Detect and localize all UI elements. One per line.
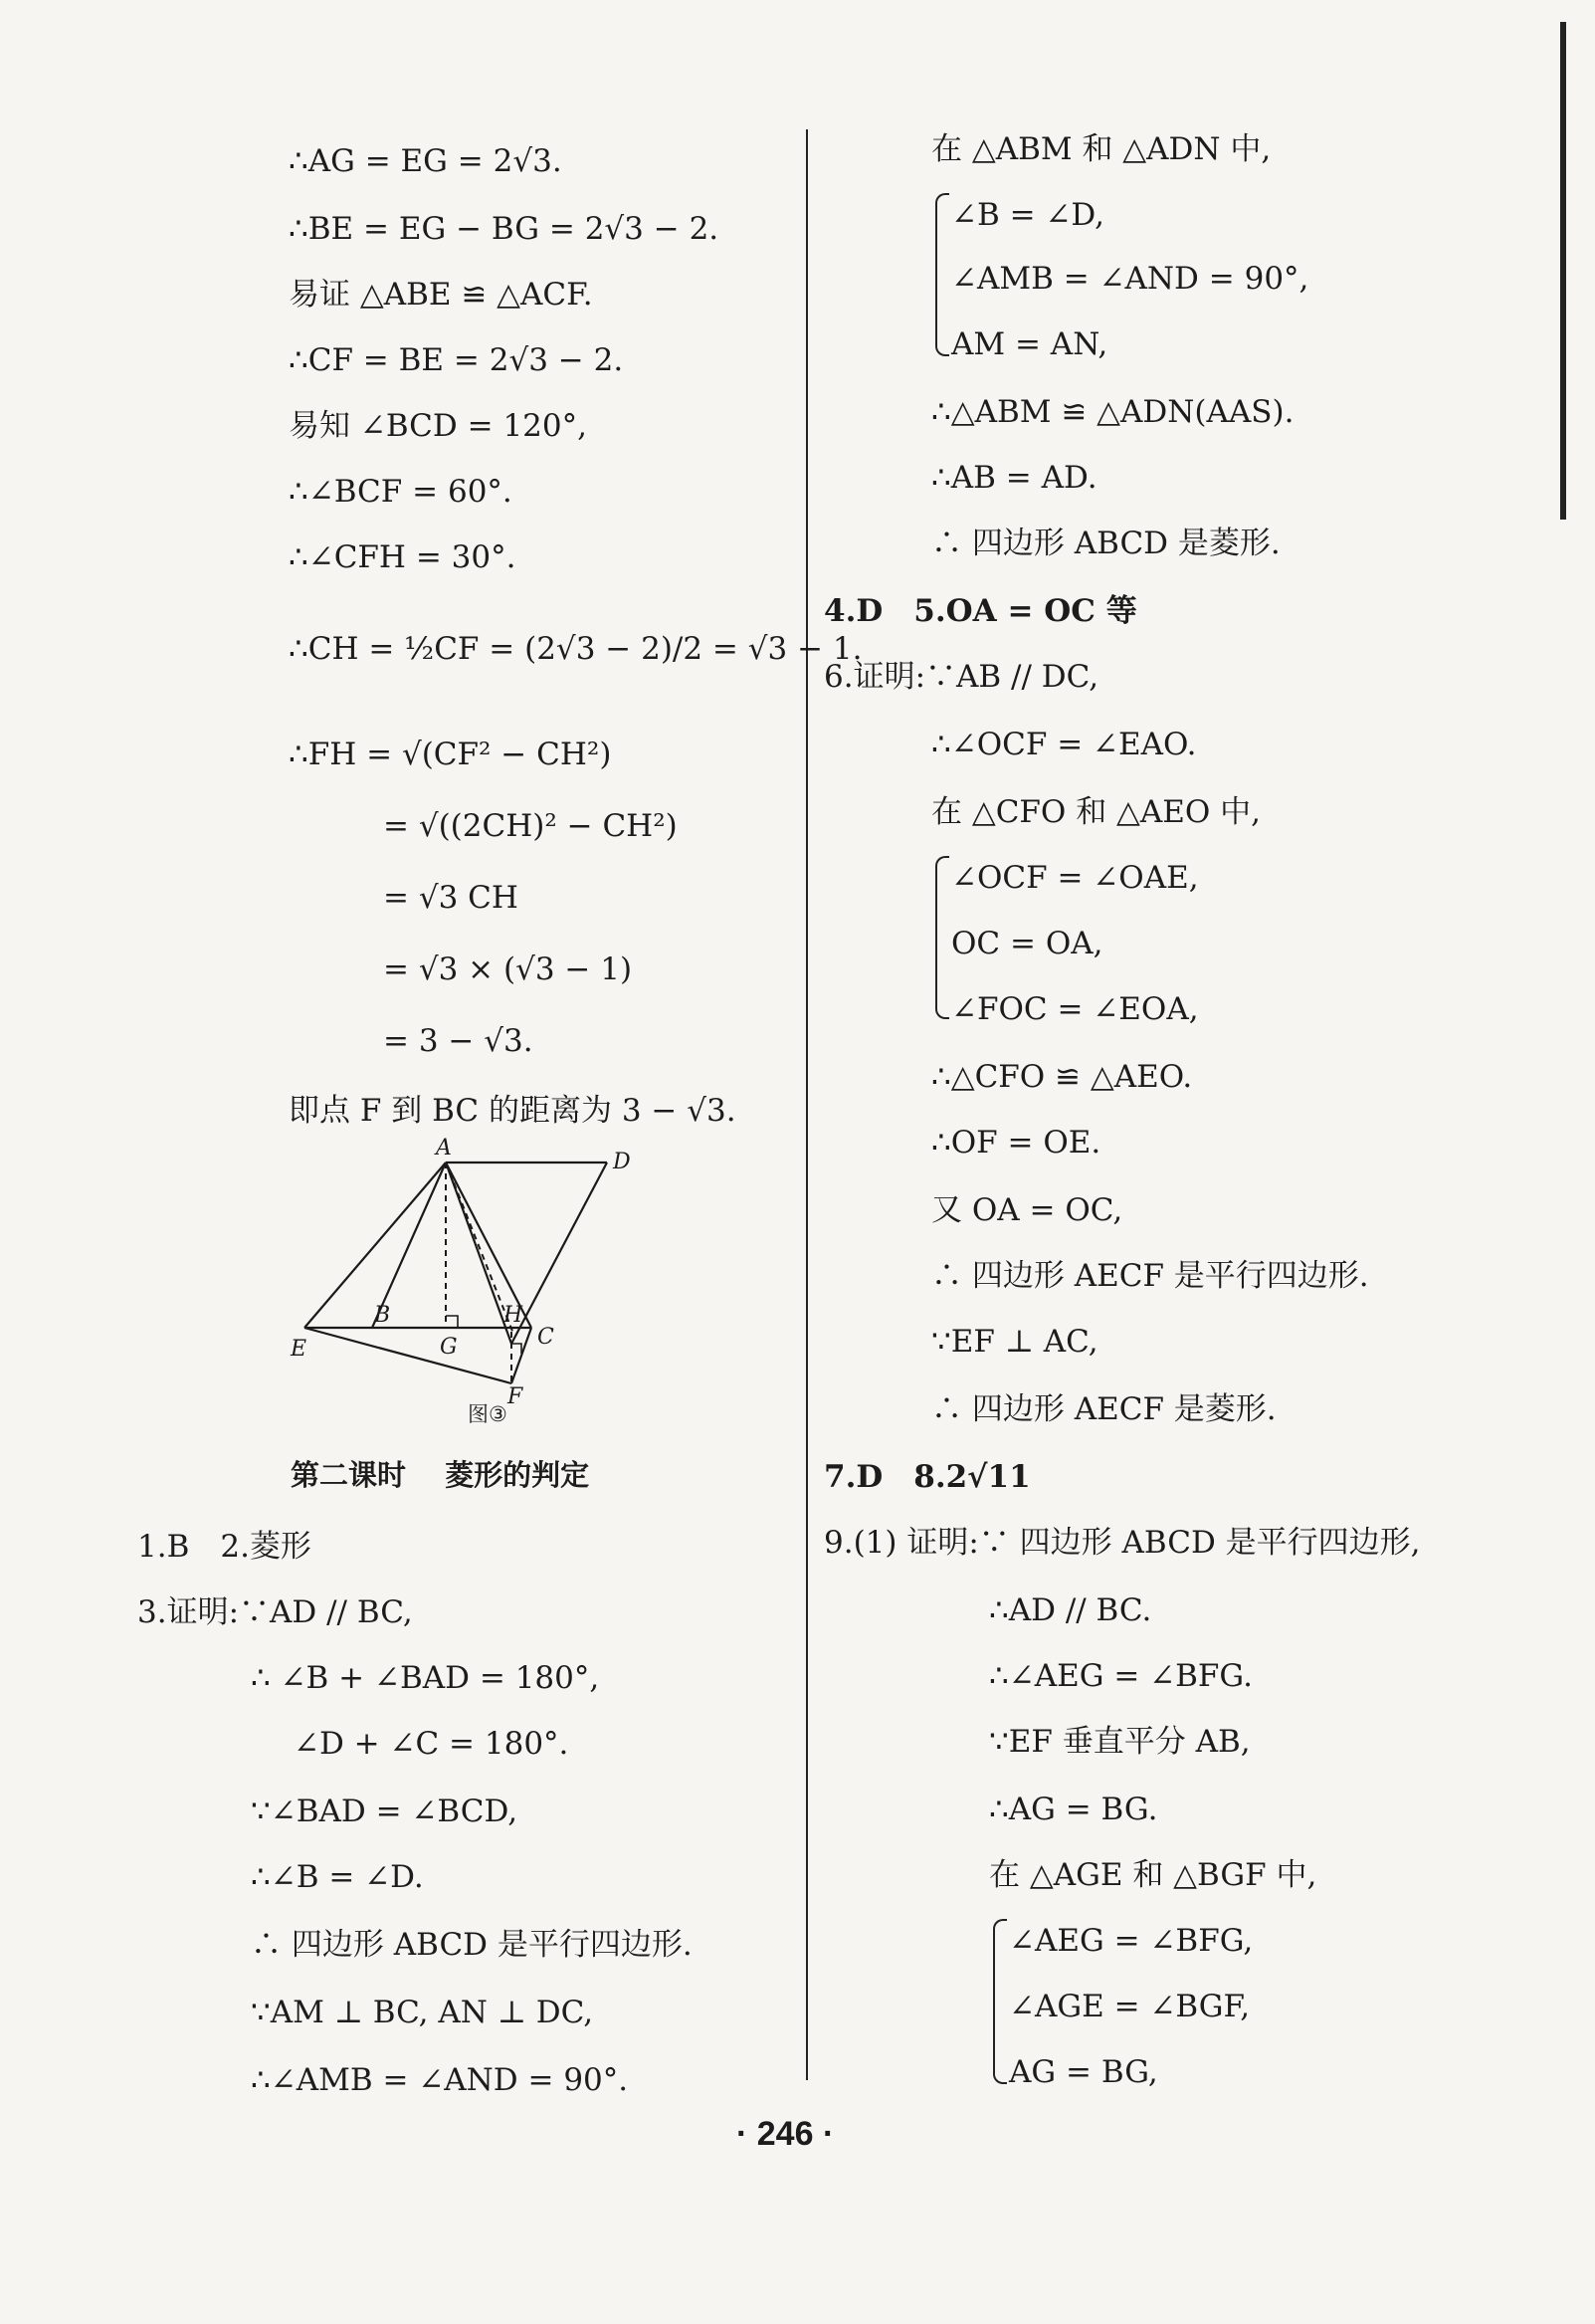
text-line: ∵∠BAD = ∠BCD, [251, 1794, 518, 1829]
text-line: ∠D + ∠C = 180°. [294, 1726, 569, 1762]
text-line: = √3 CH [383, 880, 518, 916]
text-line: AM = AN, [951, 326, 1108, 362]
system-brace [993, 1919, 1007, 2084]
text-line: ∴∠AMB = ∠AND = 90°. [251, 2062, 629, 2098]
text-line: ∴∠CFH = 30°. [289, 539, 516, 575]
text-line: 即点 F 到 BC 的距离为 3 − √3. [289, 1093, 736, 1129]
text-line: 9.(1) 证明:∵ 四边形 ABCD 是平行四边形, [824, 1525, 1421, 1561]
text-line: 1.B 2.菱形 [137, 1529, 311, 1565]
text-line: ∴CF = BE = 2√3 − 2. [289, 342, 624, 378]
label-b: B [374, 1303, 391, 1328]
right-angle-mark-g [446, 1316, 458, 1328]
text-line: ∴ 四边形 ABCD 是菱形. [931, 526, 1281, 561]
segment-ef [304, 1328, 511, 1383]
text-line: = √3 × (√3 − 1) [383, 951, 633, 987]
text-line: 3.证明:∵AD // BC, [137, 1594, 413, 1630]
text-line: ∠FOC = ∠EOA, [951, 991, 1199, 1027]
text-line: ∴AG = BG. [989, 1792, 1158, 1827]
text-line: = √((2CH)² − CH²) [383, 808, 678, 844]
text-line: ∠AEG = ∠BFG, [1009, 1923, 1254, 1959]
page-number: · 246 · [736, 2115, 835, 2153]
section-title: 第二课时 菱形的判定 [291, 1458, 590, 1492]
text-line: ∴ 四边形 ABCD 是平行四边形. [251, 1927, 693, 1963]
text-line: ∴BE = EG − BG = 2√3 − 2. [289, 211, 719, 247]
text-line: ∴AD // BC. [989, 1592, 1152, 1628]
label-d: D [613, 1150, 631, 1174]
text-line: ∴△CFO ≌ △AEO. [931, 1059, 1193, 1095]
geometry-figure [179, 1033, 657, 1409]
text-line: ∴∠AEG = ∠BFG. [989, 1658, 1253, 1694]
text-line: ∴FH = √(CF² − CH²) [289, 737, 612, 772]
text-line: ∠B = ∠D, [951, 197, 1105, 233]
text-line: 6.证明:∵AB // DC, [824, 659, 1099, 695]
right-angle-mark-h [511, 1344, 521, 1354]
label-h: H [503, 1303, 523, 1328]
text-line: ∵AM ⊥ BC, AN ⊥ DC, [251, 1995, 594, 2030]
text-line: 在 △AGE 和 △BGF 中, [989, 1857, 1317, 1893]
text-line: ∴ 四边形 AECF 是菱形. [931, 1391, 1277, 1427]
text-line: ∠AGE = ∠BGF, [1009, 1989, 1251, 2024]
text-line: 在 △CFO 和 △AEO 中, [931, 794, 1262, 830]
text-line: ∴∠BCF = 60°. [289, 474, 512, 510]
text-line: ∠AMB = ∠AND = 90°, [951, 261, 1309, 297]
text-line: 易知 ∠BCD = 120°, [289, 408, 587, 444]
system-brace [935, 193, 949, 356]
text-line: ∵EF 垂直平分 AB, [989, 1724, 1251, 1760]
text-line: 4.D 5.OA = OC 等 [824, 593, 1137, 629]
text-line: AG = BG, [1009, 2054, 1158, 2090]
label-e: E [291, 1337, 307, 1362]
rhombus-diagram [179, 1033, 657, 1409]
column-divider [806, 129, 808, 2080]
page-edge-bar [1560, 22, 1566, 520]
text-line: ∴AB = AD. [931, 460, 1097, 496]
label-c: C [537, 1325, 554, 1350]
text-line: ∴∠B = ∠D. [251, 1859, 424, 1895]
text-line: ∴OF = OE. [931, 1125, 1101, 1161]
text-line: ∴∠OCF = ∠EAO. [931, 727, 1197, 762]
text-line: ∴CH = ½CF = (2√3 − 2)/2 = √3 − 1. [289, 631, 863, 667]
label-g: G [440, 1335, 458, 1360]
label-a: A [436, 1136, 452, 1161]
text-line: = 3 − √3. [383, 1023, 533, 1059]
text-line: ∠OCF = ∠OAE, [951, 860, 1199, 896]
text-line: ∴ 四边形 AECF 是平行四边形. [931, 1258, 1369, 1294]
label-f: F [507, 1384, 523, 1409]
text-line: OC = OA, [951, 926, 1103, 961]
system-brace [935, 856, 949, 1019]
text-line: 又 OA = OC, [931, 1192, 1123, 1228]
text-line: 在 △ABM 和 △ADN 中, [931, 131, 1272, 167]
text-line: 7.D 8.2√11 [824, 1459, 1031, 1495]
text-line: ∴AG = EG = 2√3. [289, 143, 562, 179]
text-line: ∴ ∠B + ∠BAD = 180°, [251, 1660, 600, 1696]
figure-caption: 图③ [468, 1402, 507, 1426]
text-line: ∴△ABM ≌ △ADN(AAS). [931, 394, 1295, 430]
text-line: 易证 △ABE ≌ △ACF. [289, 277, 593, 313]
text-line: ∵EF ⊥ AC, [931, 1324, 1098, 1360]
